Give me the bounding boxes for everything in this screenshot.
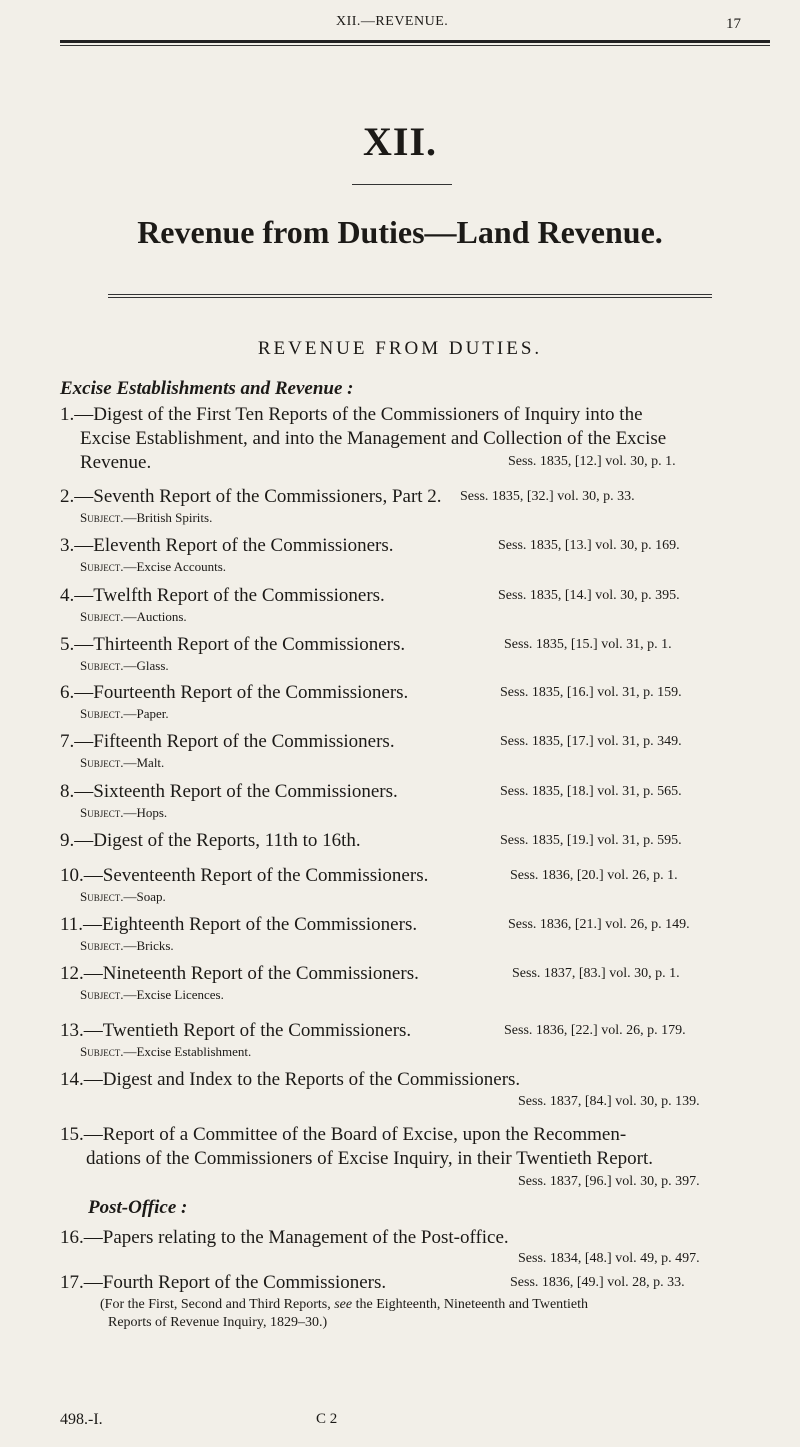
entry-reference: Sess. 1835, [12.] vol. 30, p. 1. <box>508 454 676 469</box>
subject-label: Subject. <box>80 987 124 1002</box>
entry-text: —Eleventh Report of the Commissioners. <box>74 535 394 556</box>
entry-number: 5. <box>60 634 75 655</box>
header-rule-thick <box>60 40 770 43</box>
list-item <box>60 962 419 1004</box>
entry-text: —Thirteenth Report of the Commissioners. <box>74 634 406 655</box>
subheading-post-office: Post-Office : <box>88 1197 188 1218</box>
entry-reference: Sess. 1835, [15.] vol. 31, p. 1. <box>504 637 672 652</box>
footnote-text: Reports of Revenue Inquiry, 1829–30.) <box>108 1315 328 1330</box>
subject-text: —Malt. <box>123 755 165 770</box>
entry-reference: Sess. 1835, [19.] vol. 31, p. 595. <box>500 833 682 848</box>
entry-text: —Fourth Report of the Commissioners. <box>83 1272 387 1293</box>
list-item <box>60 1068 520 1092</box>
subject-label: Subject. <box>80 805 124 820</box>
entry-number: 16. <box>60 1227 84 1248</box>
list-item <box>60 730 395 772</box>
entry-reference: Sess. 1835, [16.] vol. 31, p. 159. <box>500 685 682 700</box>
entry-text: —Fifteenth Report of the Commissioners. <box>74 731 395 752</box>
subject-label: Subject. <box>80 609 124 624</box>
entry-text: —Seventh Report of the Commissioners, Part 2. <box>74 486 442 507</box>
entry-text: —Digest and Index to the Reports of the Commissioners. <box>83 1069 521 1090</box>
entry-text: —Nineteenth Report of the Commissioners. <box>83 963 419 984</box>
chapter-rule <box>352 184 452 185</box>
subheading-excise: Excise Establishments and Revenue : <box>60 378 354 399</box>
list-item <box>60 1226 509 1250</box>
list-item <box>60 1123 653 1171</box>
footnote <box>100 1296 588 1332</box>
list-item <box>60 534 394 576</box>
entry-text: —Report of a Committee of the Board of Excise, upon the Recommen- <box>83 1124 627 1145</box>
entry-reference: Sess. 1835, [14.] vol. 30, p. 395. <box>498 588 680 603</box>
entry-number: 6. <box>60 682 75 703</box>
entry-number: 13. <box>60 1020 84 1041</box>
subject-label: Subject. <box>80 938 124 953</box>
entry-number: 12. <box>60 963 84 984</box>
entry-reference: Sess. 1836, [22.] vol. 26, p. 179. <box>504 1023 686 1038</box>
entry-text: —Seventeenth Report of the Commissioners. <box>83 865 429 886</box>
list-item <box>60 1271 386 1295</box>
entry-reference: Sess. 1837, [83.] vol. 30, p. 1. <box>512 966 680 981</box>
entry-number: 7. <box>60 731 75 752</box>
footnote-text: (For the First, Second and Third Reports, <box>100 1297 335 1312</box>
subject-text: —Excise Licences. <box>123 987 224 1002</box>
entry-text: —Papers relating to the Management of the Post-office. <box>83 1227 509 1248</box>
entry-text: Excise Establishment, and into the Management and Collection of the Excise <box>80 428 667 449</box>
list-item <box>60 864 428 906</box>
section-heading: REVENUE FROM DUTIES. <box>257 338 543 359</box>
entry-number: 10. <box>60 865 84 886</box>
entry-text: —Twelfth Report of the Commissioners. <box>74 585 385 606</box>
subject-label: Subject. <box>80 706 124 721</box>
entry-reference: Sess. 1835, [32.] vol. 30, p. 33. <box>460 489 635 504</box>
entry-text: —Fourteenth Report of the Commissioners. <box>74 682 409 703</box>
subject-text: —Excise Accounts. <box>123 559 227 574</box>
subject-label: Subject. <box>80 658 124 673</box>
entry-text: —Twentieth Report of the Commissioners. <box>83 1020 412 1041</box>
entry-reference: Sess. 1836, [20.] vol. 26, p. 1. <box>510 868 678 883</box>
entry-number: 11. <box>60 914 84 935</box>
subject-text: —Bricks. <box>123 938 174 953</box>
entry-text: —Digest of the Reports, 11th to 16th. <box>74 830 361 851</box>
entry-number: 4. <box>60 585 75 606</box>
entry-number: 14. <box>60 1069 84 1090</box>
list-item <box>60 780 398 822</box>
subject-text: —Auctions. <box>123 609 187 624</box>
footnote-see: see <box>334 1297 353 1312</box>
subject-label: Subject. <box>80 755 124 770</box>
list-item <box>60 829 361 853</box>
list-item <box>60 485 442 527</box>
subject-text: —Excise Establishment. <box>123 1044 252 1059</box>
list-item <box>60 1019 411 1061</box>
footnote-text: the Eighteenth, Nineteenth and Twentieth <box>352 1297 589 1312</box>
entry-number: 9. <box>60 830 75 851</box>
list-item <box>60 681 408 723</box>
chapter-number: XII. <box>362 119 438 164</box>
subject-text: —British Spirits. <box>123 510 213 525</box>
entry-reference: Sess. 1836, [21.] vol. 26, p. 149. <box>508 917 690 932</box>
entry-text: —Eighteenth Report of the Commissioners. <box>83 914 418 935</box>
entry-number: 3. <box>60 535 75 556</box>
entry-number: 8. <box>60 781 75 802</box>
entry-reference: Sess. 1836, [49.] vol. 28, p. 33. <box>510 1275 685 1290</box>
entry-reference: Sess. 1835, [17.] vol. 31, p. 349. <box>500 734 682 749</box>
header-rule-thin <box>60 45 770 46</box>
entry-reference: Sess. 1834, [48.] vol. 49, p. 497. <box>518 1251 700 1266</box>
page-title: Revenue from Duties—Land Revenue. <box>137 214 663 250</box>
subject-label: Subject. <box>80 559 124 574</box>
entry-number: 2. <box>60 486 75 507</box>
entry-text: —Sixteenth Report of the Commissioners. <box>74 781 398 802</box>
subject-label: Subject. <box>80 889 124 904</box>
subject-text: —Paper. <box>123 706 169 721</box>
signature-mark: C 2 <box>316 1411 338 1427</box>
entry-number: 15. <box>60 1124 84 1145</box>
entry-reference: Sess. 1835, [18.] vol. 31, p. 565. <box>500 784 682 799</box>
entry-number: 1. <box>60 404 75 425</box>
entry-number: 17. <box>60 1272 84 1293</box>
subject-text: —Soap. <box>123 889 166 904</box>
list-item <box>60 633 405 675</box>
list-item <box>60 913 417 955</box>
entry-text: Revenue. <box>80 452 152 473</box>
entry-reference: Sess. 1837, [96.] vol. 30, p. 397. <box>518 1174 700 1189</box>
print-code: 498.-I. <box>60 1411 103 1428</box>
subject-text: —Glass. <box>123 658 169 673</box>
subject-label: Subject. <box>80 1044 124 1059</box>
subject-text: —Hops. <box>123 805 168 820</box>
running-head-title: XII.—REVENUE. <box>336 14 449 29</box>
entry-text: dations of the Commissioners of Excise Inquiry, in their Twentieth Report. <box>86 1148 653 1169</box>
entry-reference: Sess. 1835, [13.] vol. 30, p. 169. <box>498 538 680 553</box>
title-rule-bottom <box>108 297 712 298</box>
entry-reference: Sess. 1837, [84.] vol. 30, p. 139. <box>518 1094 700 1109</box>
title-rule-top <box>108 294 712 295</box>
page-number: 17 <box>726 16 741 32</box>
subject-label: Subject. <box>80 510 124 525</box>
entry-text: —Digest of the First Ten Reports of the Commissioners of Inquiry into the <box>74 404 643 425</box>
list-item <box>60 584 385 626</box>
